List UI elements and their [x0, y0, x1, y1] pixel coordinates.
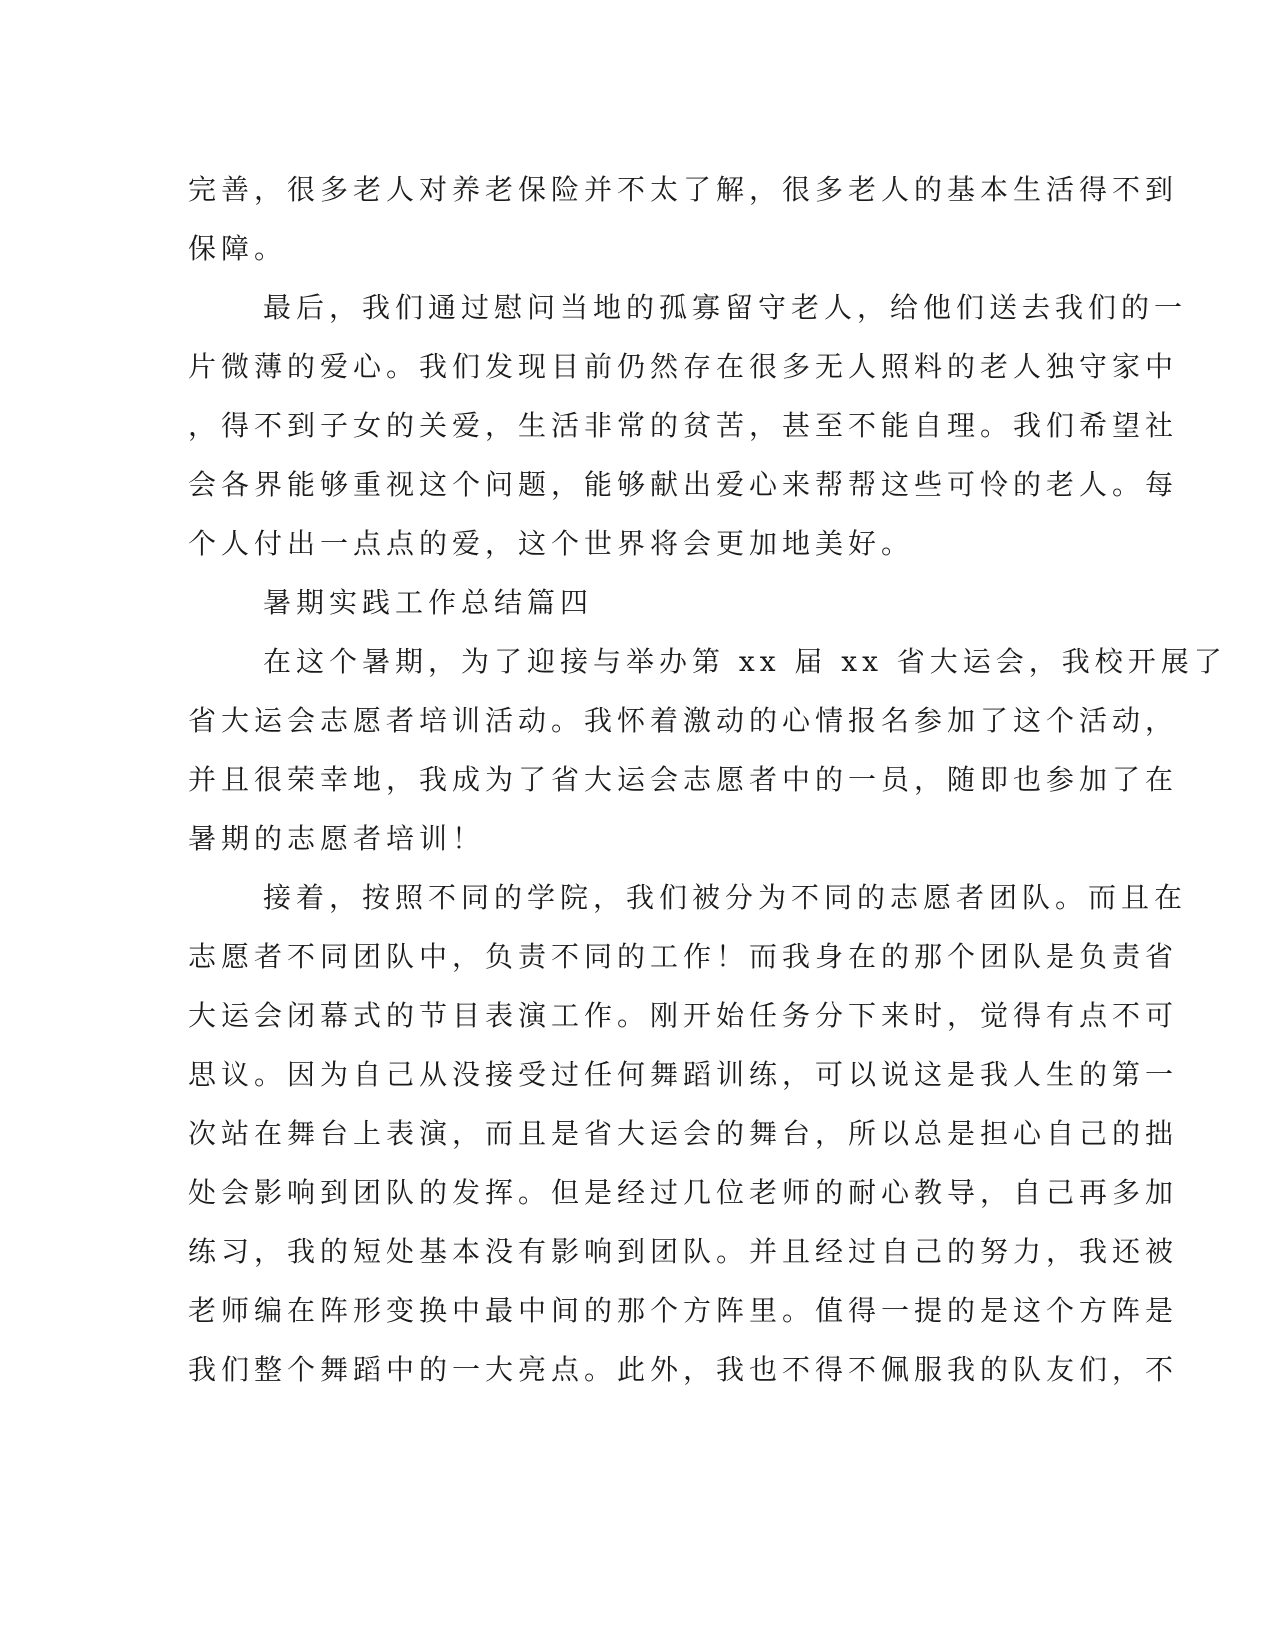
text-line: 志愿者不同团队中，负责不同的工作！而我身在的那个团队是负责省: [188, 940, 1179, 973]
text-line: 处会影响到团队的发挥。但是经过几位老师的耐心教导，自己再多加: [188, 1176, 1179, 1209]
text-line: 大运会闭幕式的节目表演工作。刚开始任务分下来时，觉得有点不可: [188, 999, 1179, 1032]
text-line: 会各界能够重视这个问题，能够献出爱心来帮帮这些可怜的老人。每: [188, 468, 1179, 501]
section-heading: 暑期实践工作总结篇四: [263, 586, 594, 619]
document-body: [188, 160, 1227, 1399]
text-line: 练习，我的短处基本没有影响到团队。并且经过自己的努力，我还被: [188, 1235, 1179, 1268]
text-line: 次站在舞台上表演，而且是省大运会的舞台，所以总是担心自己的拙: [188, 1117, 1179, 1150]
text-line: 最后，我们通过慰问当地的孤寡留守老人，给他们送去我们的一: [263, 291, 1188, 324]
text-line: 保障。: [188, 232, 288, 265]
text-line: 老师编在阵形变换中最中间的那个方阵里。值得一提的是这个方阵是: [188, 1294, 1179, 1327]
text-line: 接着，按照不同的学院，我们被分为不同的志愿者团队。而且在: [263, 881, 1188, 914]
text-line: 片微薄的爱心。我们发现目前仍然存在很多无人照料的老人独守家中: [188, 350, 1179, 383]
text-line: 暑期的志愿者培训！: [188, 822, 486, 855]
text-line: 省大运会志愿者培训活动。我怀着激动的心情报名参加了这个活动，: [188, 704, 1179, 737]
text-line: 思议。因为自己从没接受过任何舞蹈训练，可以说这是我人生的第一: [188, 1058, 1179, 1091]
text-line: 我们整个舞蹈中的一大亮点。此外，我也不得不佩服我的队友们，不: [188, 1353, 1179, 1386]
text-line: 个人付出一点点的爱，这个世界将会更加地美好。: [188, 527, 915, 560]
text-line: 完善，很多老人对养老保险并不太了解，很多老人的基本生活得不到: [188, 173, 1179, 206]
text-line: 在这个暑期，为了迎接与举办第 xx 届 xx 省大运会，我校开展了: [263, 645, 1227, 678]
text-line: 并且很荣幸地，我成为了省大运会志愿者中的一员，随即也参加了在: [188, 763, 1179, 796]
text-line: ，得不到子女的关爱，生活非常的贫苦，甚至不能自理。我们希望社: [188, 409, 1179, 442]
